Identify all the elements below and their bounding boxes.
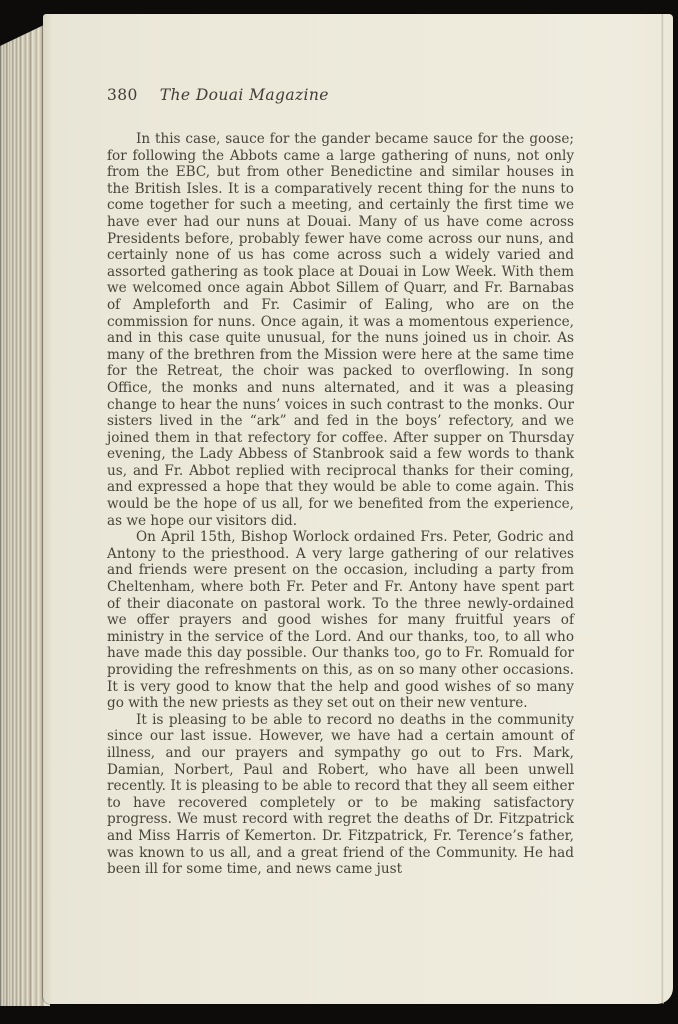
body-text bbox=[107, 131, 574, 878]
book-page bbox=[43, 14, 673, 1004]
paragraph-community-news: It is pleasing to be able to record no deaths in the community since our last issue. However, we have had a certain amount of illness, and our prayers and sympathy go out to Frs. Mark, Damian, Norbert, Paul and Robert, who have all been unwell recently. It is pleasing to be able to record that they all seem either to have recovered completely or to be making satisfactory progress. We must record with regret the deaths of Dr. Fitzpatrick and Miss Harris of Kemerton. Dr. Fitzpatrick, Fr. Terence’s father, was known to us all, and a great friend of the Community. He had been ill for some time, and news came just bbox=[107, 711, 574, 878]
page-content bbox=[43, 14, 673, 878]
paragraph-ordination: On April 15th, Bishop Worlock ordained Frs. Peter, Godric and Antony to the priesthood. A very large gathering of our relatives and friends were present on the occasion, including a party from Cheltenham, where both Fr. Peter and Fr. Antony have spent part of their diaconate on pastoral work. To the three newly-ordained we offer prayers and good wishes for many fruitful years of ministry in the service of the Lord. And our thanks, too, to all who have made this day possible. Our thanks too, go to Fr. Romuald for providing the refreshments on this, as on so many other occasions. It is very good to know that the help and good wishes of so many go with the new priests as they set out on their new venture. bbox=[107, 529, 574, 712]
journal-title: The Douai Magazine bbox=[159, 86, 329, 104]
running-header bbox=[107, 86, 574, 104]
paragraph-community-nuns: In this case, sauce for the gander became sauce for the goose; for following the Abbots came a large gathering of nuns, not only from the EBC, but from other Benedictine and similar houses in the British Isles. It is a comparatively recent thing for the nuns to come together for such a meeting, and certainly the first time we have ever had our nuns at Douai. Many of us have come across Presidents before, probably fewer have come across our nuns, and certainly none of us has come across such a widely varied and assorted gathering as took place at Douai in Low Week. With them we welcomed once again Abbot Sillem of Quarr, and Fr. Barnabas of Ampleforth and Fr. Casimir of Ealing, who are on the commission for nuns. Once again, it was a momentous experience, and in this case quite unusual, for the nuns joined us in choir. As many of the brethren from the Mission were here at the same time for the Retreat, the choir was packed to overflowing. In song Office, the monks and nuns alternated, and it was a pleasing change to hear the nuns’ voices in such contrast to the monks. Our sisters lived in the “ark” and fed in the boys’ refectory, and we joined them in that refectory for coffee. After supper on Thursday evening, the Lady Abbess of Stanbrook said a few words to thank us, and Fr. Abbot replied with reciprocal thanks for their coming, and expressed a hope that they would be able to come again. This would be the hope of us all, for we benefited from the experience, as we hope our visitors did. bbox=[107, 131, 574, 529]
page-number: 380 bbox=[107, 86, 138, 104]
